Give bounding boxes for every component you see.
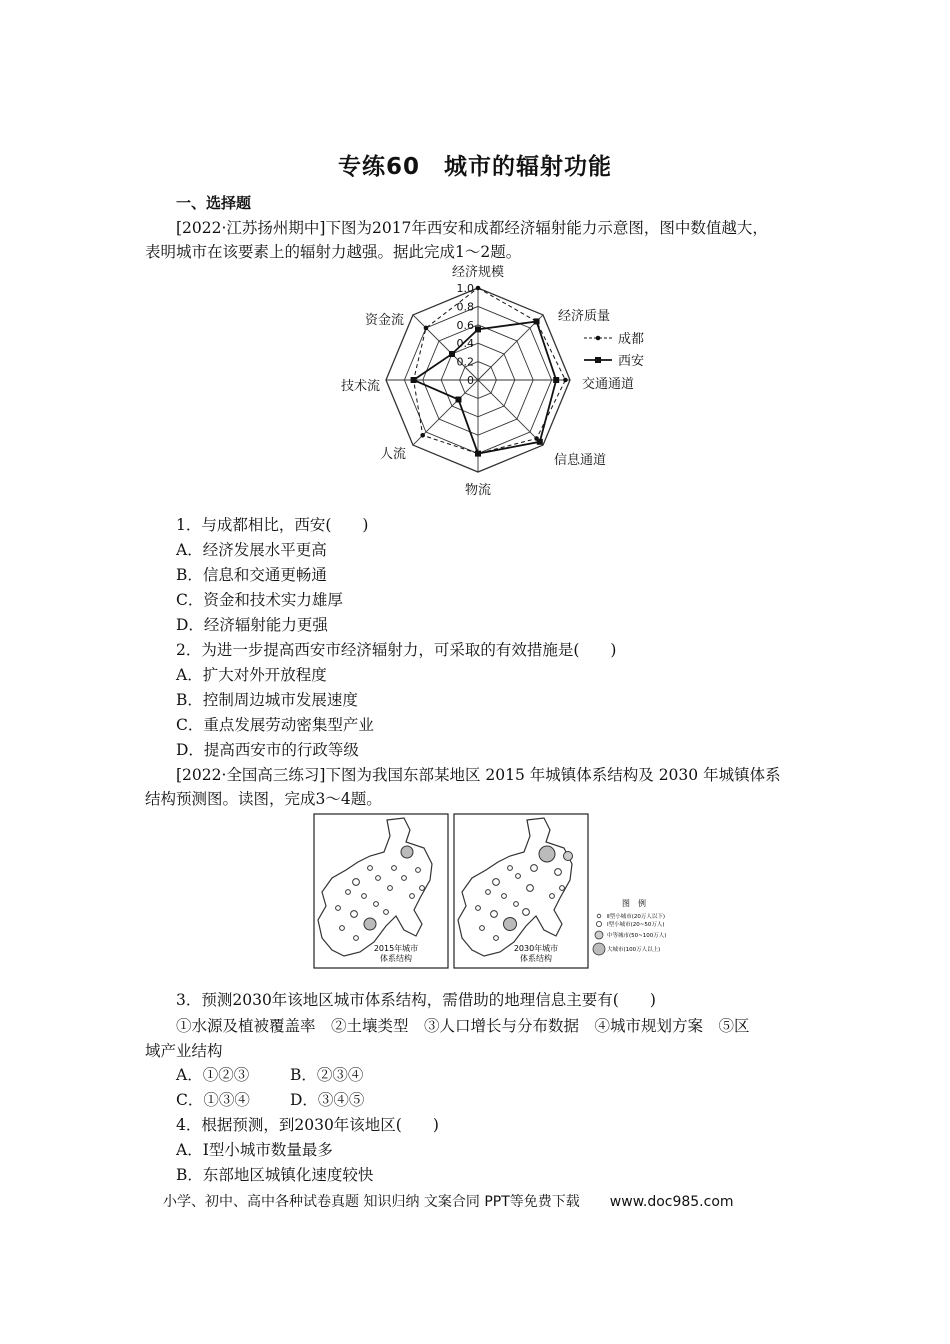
footer — [163, 1191, 734, 1211]
legend-title: 图 例 — [622, 899, 646, 908]
city-marker — [340, 926, 345, 931]
city-marker — [388, 886, 393, 891]
q2-option: C．重点发展劳动密集型产业 — [176, 716, 374, 734]
legend-label: 中等城市(50~100万人) — [607, 933, 667, 939]
city-marker — [336, 906, 341, 911]
city-marker — [550, 894, 555, 899]
radar-axis-label: 物流 — [464, 483, 492, 498]
city-marker — [351, 911, 358, 918]
intro2-line1: [2022·全国高三练习]下图为我国东部某地区 2015 年城镇体系结构及 2030 年城镇体系 — [176, 766, 781, 784]
city-marker — [564, 852, 573, 861]
radar-point — [534, 318, 540, 324]
radar-point — [475, 451, 481, 457]
q1-option: B．信息和交通更畅通 — [176, 566, 327, 584]
radar-point — [424, 326, 429, 331]
radar-point — [455, 397, 461, 403]
q3-option-a: A．①②③ — [176, 1066, 250, 1084]
q4-stem: 4．根据预测，到2030年该地区( ) — [176, 1116, 439, 1134]
q1-option: D．经济辐射能力更强 — [176, 616, 328, 634]
q3-items-line2: 域产业结构 — [145, 1042, 223, 1060]
city-marker — [527, 885, 534, 892]
radar-point — [563, 378, 568, 383]
legend-label: 大城市(100万人以上) — [607, 947, 661, 953]
city-marker — [491, 911, 498, 918]
q2-option: D．提高西安市的行政等级 — [176, 741, 359, 759]
q2-option: A．扩大对外开放程度 — [176, 666, 327, 684]
q4-option: A．Ⅰ型小城市数量最多 — [176, 1141, 333, 1159]
radar-scale-label: 0.6 — [456, 318, 474, 332]
radar-legend-label: 西安 — [618, 354, 645, 369]
radar-chart — [330, 262, 650, 500]
radar-point — [537, 439, 543, 445]
city-marker — [555, 869, 562, 876]
radar-legend-marker — [595, 357, 601, 363]
intro1-line2: 表明城市在该要素上的辐射力越强。据此完成1～2题。 — [145, 243, 522, 261]
city-marker — [539, 846, 555, 862]
radar-axis-label: 经济规模 — [451, 265, 505, 280]
map-caption-2015: 体系结构 — [380, 954, 412, 963]
q3-option-d: D．③④⑤ — [290, 1091, 365, 1109]
q1-option: A．经济发展水平更高 — [176, 541, 327, 559]
city-marker — [514, 902, 519, 907]
city-marker — [374, 902, 379, 907]
radar-point — [420, 433, 425, 438]
legend-label: Ⅰ型小城市(20~50万人) — [607, 922, 665, 928]
legend-marker — [597, 914, 601, 918]
q3-items-line1: ①水源及植被覆盖率 ②土壤类型 ③人口增长与分布数据 ④城市规划方案 ⑤区 — [176, 1017, 750, 1035]
radar-point — [476, 286, 481, 291]
radar-point — [411, 377, 417, 383]
radar-point — [475, 326, 481, 332]
city-marker — [493, 879, 500, 886]
city-marker — [494, 936, 499, 941]
q3-stem: 3．预测2030年该地区城市体系结构，需借助的地理信息主要有( ) — [176, 991, 656, 1009]
footer-text: 小学、初中、高中各种试卷真题 知识归纳 文案合同 PPT等免费下载 — [163, 1194, 580, 1210]
city-marker — [362, 894, 367, 899]
city-marker — [531, 865, 538, 872]
radar-point — [553, 377, 559, 383]
city-marker — [516, 874, 521, 879]
q2-stem: 2．为进一步提高西安市经济辐射力，可采取的有效措施是( ) — [176, 641, 617, 659]
city-marker — [402, 876, 407, 881]
city-marker — [410, 894, 415, 899]
radar-point — [449, 351, 455, 357]
legend-label: Ⅱ型小城市(20万人以下) — [607, 914, 665, 920]
legend-marker — [595, 931, 603, 939]
city-marker — [353, 879, 360, 886]
intro2-line2: 结构预测图。读图，完成3～4题。 — [145, 790, 382, 808]
city-marker — [560, 886, 565, 891]
radar-axis-label: 技术流 — [340, 379, 380, 394]
legend-marker — [593, 943, 605, 955]
city-marker — [480, 926, 485, 931]
q2-option: B．控制周边城市发展速度 — [176, 691, 358, 709]
radar-axis-label: 人流 — [379, 447, 406, 462]
q3-option-c: C．①③④ — [176, 1091, 250, 1109]
radar-legend-label: 成都 — [618, 332, 645, 347]
radar-legend-marker — [596, 336, 601, 341]
footer-url[interactable]: www.doc985.com — [609, 1194, 734, 1210]
city-marker — [392, 866, 397, 871]
city-marker — [354, 936, 359, 941]
city-marker — [504, 918, 517, 931]
city-marker — [476, 906, 481, 911]
city-marker — [364, 918, 376, 930]
city-marker — [346, 890, 351, 895]
city-marker — [384, 910, 389, 915]
map-caption-2015: 2015年城市 — [373, 944, 419, 953]
section-heading: 一、选择题 — [176, 194, 252, 212]
intro1-line1: [2022·江苏扬州期中]下图为2017年西安和成都经济辐射能力示意图，图中数值越大， — [176, 219, 768, 237]
radar-axis-label: 交通通道 — [582, 377, 635, 392]
city-marker — [508, 866, 513, 871]
page-title: 专练60 城市的辐射功能 — [337, 154, 612, 180]
city-system-maps — [312, 812, 674, 972]
legend-marker — [596, 921, 601, 926]
city-marker — [416, 868, 421, 873]
map-caption-2030: 体系结构 — [520, 954, 552, 963]
radar-axis-label: 经济质量 — [558, 309, 611, 324]
city-marker — [368, 866, 373, 871]
q4-option: B．东部地区城镇化速度较快 — [176, 1166, 374, 1184]
radar-scale-label: 1.0 — [456, 282, 474, 295]
radar-axis-label: 资金流 — [364, 313, 404, 328]
q1-option: C．资金和技术实力雄厚 — [176, 591, 343, 609]
radar-scale-label: 0.8 — [456, 300, 474, 314]
q3-option-b: B．②③④ — [290, 1066, 364, 1084]
radar-scale-label: 0.2 — [456, 355, 474, 369]
city-marker — [401, 846, 413, 858]
city-marker — [376, 876, 381, 881]
city-marker — [486, 890, 491, 895]
q1-stem: 1．与成都相比，西安( ) — [176, 516, 369, 534]
city-marker — [523, 909, 530, 916]
radar-scale-label: 0.4 — [456, 337, 474, 351]
city-marker — [420, 886, 425, 891]
radar-scale-label: 0 — [467, 374, 474, 387]
city-marker — [502, 894, 507, 899]
map-caption-2030: 2030年城市 — [513, 944, 559, 953]
radar-axis-label: 信息通道 — [554, 453, 607, 468]
